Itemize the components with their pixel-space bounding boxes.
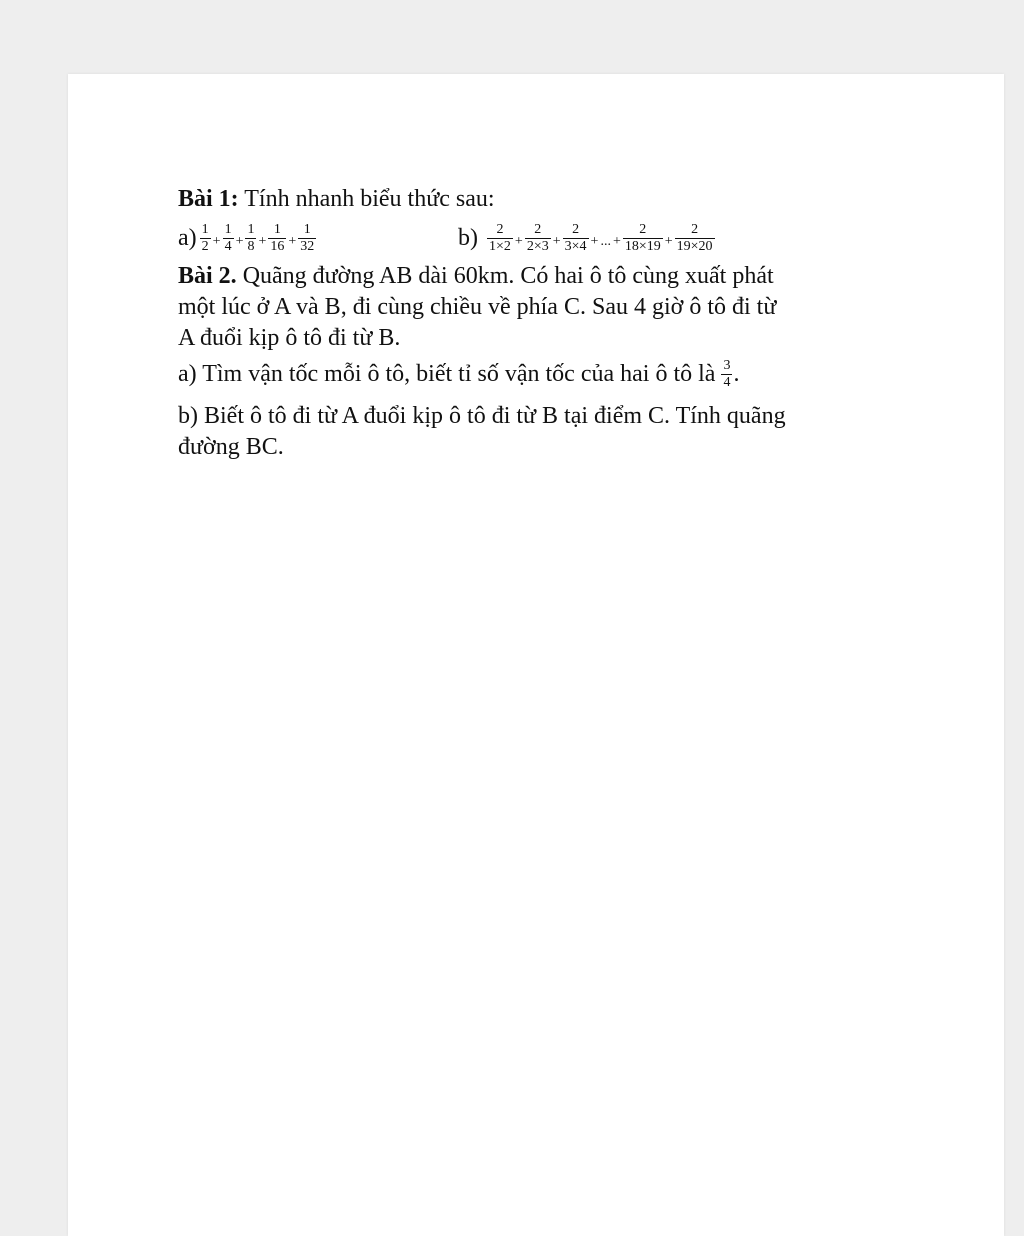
- fraction: [525, 222, 551, 255]
- fraction-denominator: 4: [224, 238, 232, 254]
- bai1-heading: [178, 184, 918, 215]
- fraction-numerator: 2: [691, 221, 699, 237]
- fraction: [223, 222, 234, 255]
- fraction-denominator: 8: [247, 238, 255, 254]
- question-a-end: .: [733, 361, 740, 387]
- fraction-denominator: 2×3: [526, 238, 549, 254]
- question-b-line2: đường BC.: [178, 434, 284, 460]
- fraction-numerator: 2: [572, 221, 580, 237]
- document-content: [178, 184, 918, 463]
- fraction-numerator: 3: [723, 358, 731, 373]
- bai1-expressions: [178, 219, 918, 259]
- fraction-denominator: 18×19: [624, 238, 661, 254]
- expression-a-terms: [199, 222, 318, 256]
- document-page: [68, 74, 1004, 1236]
- bai2-text-1: Quãng đường AB dài 60km. Có hai ô tô cùng xuất phát: [236, 263, 774, 289]
- bai2-label: Bài 2.: [178, 263, 237, 289]
- operator: ...: [600, 234, 611, 249]
- bai2-line2: một lúc ở A và B, đi cùng chiều về phía C. Sau 4 giờ ô tô đi từ: [178, 294, 777, 320]
- fraction-denominator: 16: [270, 238, 285, 254]
- fraction: [563, 222, 589, 255]
- fraction-numerator: 2: [496, 221, 504, 237]
- fraction-numerator: 2: [534, 221, 542, 237]
- fraction: [268, 222, 286, 255]
- fraction-numerator: 1: [201, 221, 209, 237]
- bai1-label: Bài 1:: [178, 186, 239, 212]
- fraction-denominator: 1×2: [489, 238, 511, 254]
- fraction-numerator: 1: [224, 221, 232, 237]
- bai1-text: Tính nhanh biểu thức sau:: [238, 186, 495, 212]
- operator: +: [552, 234, 561, 249]
- operator: +: [664, 234, 673, 249]
- fraction: [298, 222, 316, 255]
- fraction: [675, 222, 715, 255]
- fraction-denominator: 4: [723, 375, 731, 390]
- fraction-numerator: 1: [303, 221, 311, 237]
- fraction-numerator: 1: [247, 221, 255, 237]
- question-b-line1: b) Biết ô tô đi từ A đuổi kịp ô tô đi từ B tại điểm C. Tính quãng: [178, 403, 786, 429]
- operator: +: [258, 234, 267, 249]
- expression-a: [178, 222, 458, 256]
- operator: +: [288, 234, 297, 249]
- bai2-line3: A đuổi kịp ô tô đi từ B.: [178, 325, 401, 351]
- fraction-denominator: 2: [201, 238, 209, 254]
- expression-b-label: b): [458, 225, 478, 252]
- question-a-fraction: [721, 358, 732, 391]
- fraction-numerator: 1: [273, 221, 281, 237]
- operator: +: [590, 234, 599, 249]
- fraction-denominator: 3×4: [564, 238, 587, 254]
- bai2-line1: [178, 261, 918, 292]
- question-a: [178, 358, 918, 391]
- question-a-text: a) Tìm vận tốc mỗi ô tô, biết tỉ số vận tốc của hai ô tô là: [178, 361, 716, 387]
- fraction-denominator: 32: [300, 238, 315, 254]
- expression-b-terms: [486, 222, 716, 256]
- fraction: [200, 222, 211, 255]
- operator: +: [514, 234, 523, 249]
- operator: +: [235, 234, 244, 249]
- fraction-denominator: 19×20: [676, 238, 713, 254]
- fraction-numerator: 2: [639, 221, 647, 237]
- expression-b: [458, 222, 716, 256]
- expression-a-label: a): [178, 225, 197, 252]
- operator: +: [212, 234, 221, 249]
- operator: +: [612, 234, 621, 249]
- fraction: [487, 222, 513, 255]
- fraction: [245, 222, 256, 255]
- fraction: [623, 222, 663, 255]
